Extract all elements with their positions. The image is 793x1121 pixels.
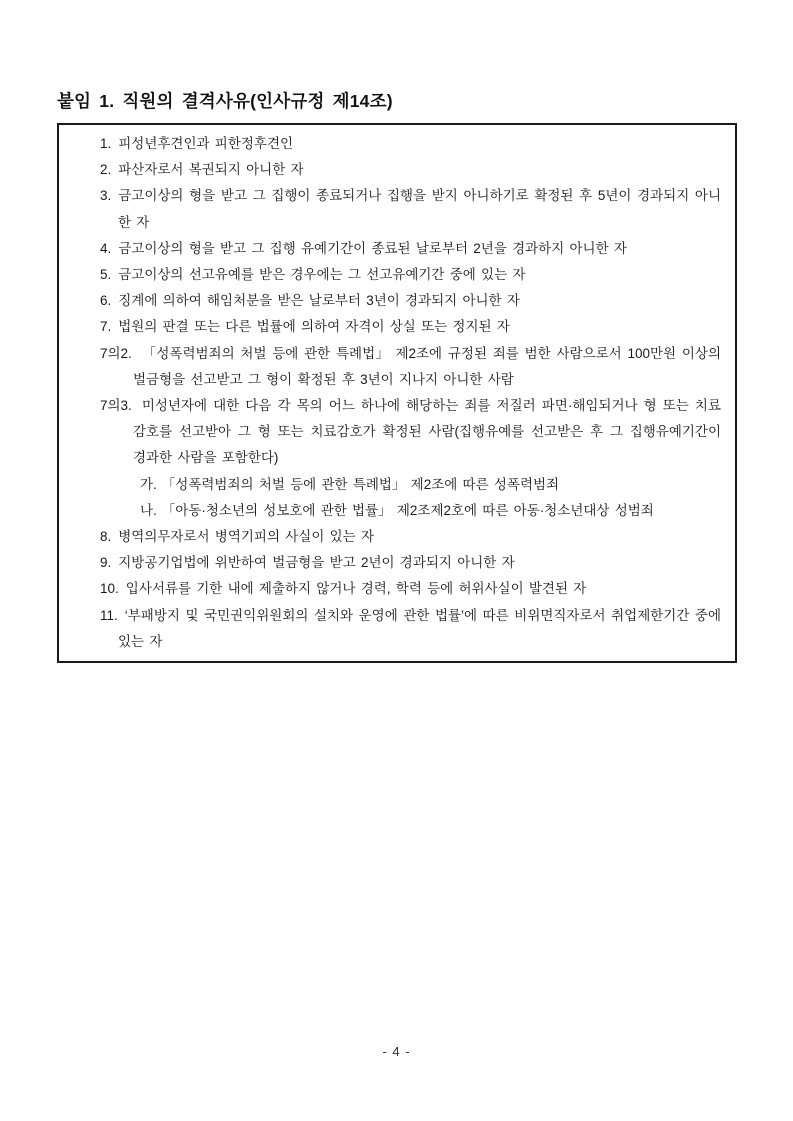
item-text: ‘부패방지 및 국민권익위원회의 설치와 운영에 관한 법률’에 따른 비위면직자로서 취업제한기간 중에 있는 자: [118, 607, 721, 649]
list-item: [100, 314, 721, 340]
list-item: [100, 157, 721, 183]
item-text: 피성년후견인과 피한정후견인: [118, 136, 294, 151]
item-text: 「아동·청소년의 성보호에 관한 법률」 제2조제2호에 따른 아동·청소년대상 성범죄: [161, 502, 654, 518]
item-text: 금고이상의 형을 받고 그 집행이 종료되거나 집행을 받지 아니하기로 확정된 후 5년이 경과되지 아니한 자: [118, 188, 721, 230]
list-subitem: [100, 498, 721, 524]
item-text: 미성년자에 대한 다음 각 목의 어느 하나에 해당하는 죄를 저질러 파면·해임되거나 형 또는 치료감호를 선고받아 그 형 또는 치료감호가 확정된 사람(집행유예를 선고받은 후 그 집행유예기간이 경과한 사람을 포함한다): [133, 398, 721, 466]
item-number: 10.: [100, 581, 119, 597]
item-number: 11.: [100, 607, 118, 623]
item-number: 나.: [140, 502, 157, 518]
list-item: [100, 393, 721, 472]
page-number: - 4 -: [382, 1044, 411, 1059]
item-text: 「성폭력범죄의 처벌 등에 관한 특례법」 제2조에 규정된 죄를 범한 사람으로서 100만원 이상의 벌금형을 선고받고 그 형이 확정된 후 3년이 지나지 아니한 사람: [133, 345, 721, 387]
item-text: 파산자로서 복권되지 아니한 자: [118, 162, 304, 178]
item-text: 금고이상의 형을 받고 그 집행 유예기간이 종료된 날로부터 2년을 경과하지 아니한 자: [118, 240, 627, 256]
list-subitem: [100, 472, 721, 498]
item-number: 4.: [100, 240, 112, 256]
list-item: [100, 236, 721, 262]
item-number: 5.: [100, 267, 112, 283]
item-number: 9.: [100, 555, 112, 571]
list-item: [100, 341, 721, 393]
item-number: 6.: [100, 293, 112, 309]
list-item: [100, 131, 721, 157]
item-number: 8.: [100, 529, 112, 545]
item-text: 금고이상의 선고유예를 받은 경우에는 그 선고유예기간 중에 있는 자: [118, 267, 526, 283]
item-text: 입사서류를 기한 내에 제출하지 않거나 경력, 학력 등에 허위사실이 발견된 자: [125, 581, 587, 597]
item-number: 3.: [100, 188, 112, 204]
list-item: [100, 603, 721, 655]
list-item: [100, 576, 721, 602]
item-number: 1.: [100, 136, 112, 151]
item-number: 7의2.: [100, 345, 132, 361]
disqualification-list-box: [57, 123, 737, 663]
item-number: 2.: [100, 162, 112, 178]
item-text: 지방공기업법에 위반하여 벌금형을 받고 2년이 경과되지 아니한 자: [118, 555, 515, 571]
item-text: 병역의무자로서 병역기피의 사실이 있는 자: [118, 529, 375, 545]
page-title: 붙임 1. 직원의 결격사유(인사규정 제14조): [57, 91, 393, 111]
list-item: [100, 262, 721, 288]
list-item: [100, 550, 721, 576]
item-text: 「성폭력범죄의 처벌 등에 관한 특례법」 제2조에 따른 성폭력범죄: [161, 476, 560, 492]
item-text: 징계에 의하여 해임처분을 받은 날로부터 3년이 경과되지 아니한 자: [118, 293, 520, 309]
item-number: 7의3.: [100, 398, 132, 414]
list-item: [100, 183, 721, 235]
list-item: [100, 524, 721, 550]
list-item: [100, 288, 721, 314]
item-text: 법원의 판결 또는 다른 법률에 의하여 자격이 상실 또는 정지된 자: [118, 319, 510, 335]
item-number: 가.: [140, 476, 157, 492]
item-number: 7.: [100, 319, 112, 335]
